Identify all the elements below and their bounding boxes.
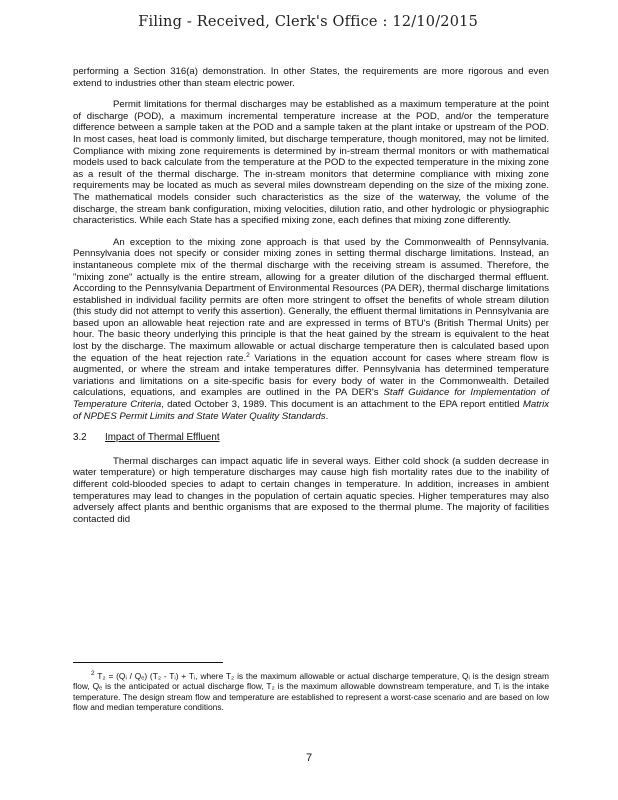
paragraph-3 (73, 237, 549, 423)
footnote-reference: 2 (246, 351, 250, 359)
section-number: 3.2 (73, 432, 87, 444)
paragraph-3-part-b: Variations in the equation account for cases where stream flow is augmented, or where the stream and intake temperatures differ. Pennsylvania has determined temperature variations and limitations on a site-specific basis for every body of water in the Commonwealth. Detailed calculations, equations, and examples are outlined in the PA DER's (73, 352, 549, 399)
page-number: 7 (305, 752, 313, 764)
body-text (73, 66, 549, 535)
footnote-text: T₂ = (Qᵢ / Qₑ) (T₂ - Tᵢ) + Tᵢ, where T₂ is the maximum allowable or actual discharge temperature, Qᵢ is the design stream flow, Qₑ is the anticipated or actual discharge flow, T₂ is the maximum allowable downstream temperature, and Tᵢ is the intake temperature. The design stream flow and temperature are established to represent a worst-case scenario and are based on low flow and median temperature conditions. (73, 671, 549, 713)
filing-stamp: Filing - Received, Clerk's Office : 12/10/2015 (138, 14, 478, 30)
paragraph-2: Permit limitations for thermal discharges may be established as a maximum temperature at the point of discharge (POD), a maximum incremental temperature increase at the POD, and/or the temperature difference between a sample taken at the POD and a sample taken at the plant intake or upstream of the POD. In most cases, heat load is commonly limited, but discharge temperature, though monitored, may not be limited. Compliance with mixing zone requirements is determined by in-stream thermal monitors or with mathematical models used to back calculate from the temperature at the POD to the expected temperature in the mixing zone as a result of the thermal discharge. The in-stream monitors that determine compliance with mixing zone requirements may be located as much as several miles downstream depending on the size of the mixing zone. The mathematical models consider such characteristics as the size of the waterway, the volume of the discharge, the stream bank configuration, mixing velocities, dilution ratio, and other hydrologic or physiographic characteristics. While each State has a specified mixing zone, each defines that mixing zone differently. (73, 99, 549, 227)
section-heading (73, 432, 549, 444)
paragraph-3-part-a: An exception to the mixing zone approach is that used by the Commonwealth of Pennsylvania. Pennsylvania does not specify or consider mixing zones in setting thermal discharge limitations. Instead, an instantaneous complete mix of the thermal discharge with the receiving stream is assumed. Therefore, the "mixing zone" actually is the entire stream, allowing for a greater dilution of the discharged thermal effluent. According to the Pennsylvania Department of Environmental Resources (PA DER), thermal discharge limitations established in individual facility permits are often more stringent to offset the benefits of whole stream dilution (this study did not attempt to verify this assertion). Generally, the effluent thermal limitations in Pennsylvania are based upon an allowable heat rejection rate and are expressed in terms of BTU's (British Thermal Units) per hour. The basic theory underlying this principle is that the heat gained by the stream is equivalent to the heat lost by the discharge. The maximum allowable or actual discharge temperature then is calculated based upon the equation of the heat rejection rate. (73, 236, 549, 364)
paragraph-3-part-c: , dated October 3, 1989. This document is an attachment to the EPA report entitled (161, 399, 523, 411)
footnote (73, 671, 549, 713)
footnote-divider (73, 662, 223, 663)
paragraph-1: performing a Section 316(a) demonstration. In other States, the requirements are more rigorous and even extend to industries other than steam electric power. (73, 66, 549, 89)
paragraph-3-part-d: . (325, 410, 329, 422)
citation-staff-guidance: Staff Guidance for Implementation of Temperature Criteria (73, 387, 549, 411)
section-title: Impact of Thermal Effluent (105, 432, 220, 444)
paragraph-4: Thermal discharges can impact aquatic life in several ways. Either cold shock (a sudden decrease in water temperature) or high temperature discharges may cause high fish mortality rates due to the inability of different cold-blooded species to adapt to certain changes in temperature. In addition, increases in ambient temperatures may lead to changes in the population of certain aquatic species. Higher temperatures may also adversely affect plants and benthic organisms that are exposed to the thermal plume. The majority of facilities contacted did (73, 455, 549, 525)
footnote-marker: 2 (91, 670, 95, 678)
citation-matrix-report: Matrix of NPDES Permit Limits and State Water Quality Standards (73, 399, 549, 422)
